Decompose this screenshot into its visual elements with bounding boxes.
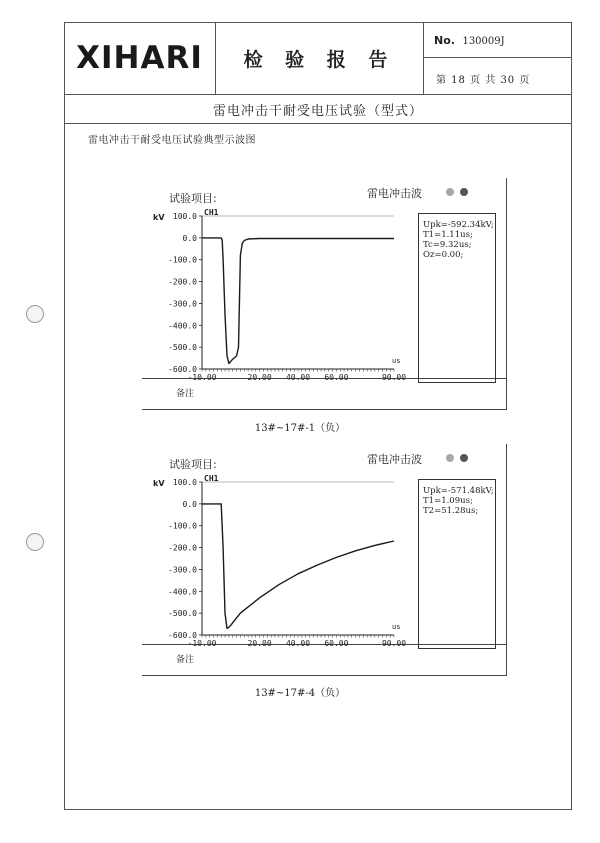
y-tick-label: 0.0 — [182, 499, 197, 509]
x-tick-label: 90.00 — [381, 373, 407, 382]
channel-label: CH1 — [204, 208, 219, 217]
test-item-label: 试验项目: — [169, 458, 217, 471]
status-indicator-icon — [446, 454, 454, 462]
oscillogram-chart-2 — [142, 444, 422, 654]
y-tick-label: -200.0 — [168, 543, 197, 553]
oscillogram-chart-1 — [142, 178, 422, 388]
report-number-value: 130009J — [462, 36, 505, 47]
x-tick-label: 40.00 — [285, 373, 311, 382]
y-tick-label: -400.0 — [168, 587, 197, 597]
readout-line: T1=1.09us; — [423, 496, 473, 506]
report-number — [424, 22, 572, 58]
status-indicator-icon — [446, 188, 454, 196]
wave-mode-label: 雷电冲击波 — [367, 187, 422, 200]
y-tick-label: -500.0 — [168, 343, 197, 353]
report-number-label: No. — [434, 34, 455, 47]
y-tick-label: -200.0 — [168, 277, 197, 287]
remark-label: 备注 — [176, 655, 195, 665]
page-indicator: 第 18 页 共 30 页 — [436, 75, 531, 86]
x-unit-label: us — [392, 623, 401, 631]
oscillogram-panel-2 — [142, 444, 507, 676]
test-subtitle: 雷电冲击干耐受电压试验（型式） — [64, 94, 572, 124]
y-tick-label: -600.0 — [168, 631, 197, 640]
readout-line: T2=51.28us; — [423, 506, 479, 516]
x-tick-label: 60.00 — [324, 639, 349, 648]
readout-box — [418, 479, 496, 649]
test-item-label: 试验项目: — [169, 192, 217, 205]
y-unit-label: kV — [153, 479, 165, 488]
y-tick-label: -600.0 — [168, 365, 197, 374]
x-tick-label: 20.00 — [247, 373, 272, 382]
y-tick-label: -300.0 — [168, 565, 197, 575]
y-tick-label: -100.0 — [168, 521, 197, 531]
caption-2: 13#~17#-4（负） — [254, 688, 346, 699]
caption-1: 13#~17#-1（负） — [254, 423, 346, 434]
y-unit-label: kV — [153, 213, 165, 222]
oscillogram-panel-1 — [142, 178, 507, 410]
binder-hole-bottom — [26, 533, 44, 551]
waveform-line — [202, 504, 394, 629]
x-unit-label: us — [392, 357, 401, 365]
y-tick-label: -300.0 — [168, 299, 197, 309]
x-tick-label: 40.00 — [285, 639, 311, 648]
waveform-line — [202, 238, 394, 364]
y-tick-label: -500.0 — [168, 609, 197, 619]
channel-label: CH1 — [204, 474, 219, 483]
y-tick-label: -100.0 — [168, 255, 197, 265]
readout-line: Upk=-571.48kV; — [423, 486, 494, 496]
y-tick-label: -400.0 — [168, 321, 197, 331]
readout-line: Upk=-592.34kV; — [423, 220, 494, 230]
company-logo: XIHARI — [64, 22, 216, 94]
wave-mode-label: 雷电冲击波 — [367, 453, 422, 466]
x-tick-label: 20.00 — [247, 639, 272, 648]
readout-box — [418, 213, 496, 383]
report-title: 检 验 报 告 — [216, 22, 424, 94]
remark-label: 备注 — [176, 389, 195, 399]
y-tick-label: 0.0 — [182, 233, 197, 243]
y-tick-label: 100.0 — [172, 212, 197, 221]
readout-line: Tc=9.32us; — [423, 240, 472, 250]
status-indicator-icon — [460, 454, 468, 462]
section-note: 雷电冲击干耐受电压试验典型示波图 — [88, 135, 256, 146]
x-tick-label: 60.00 — [324, 373, 349, 382]
y-tick-label: 100.0 — [172, 478, 197, 487]
x-tick-label: 90.00 — [381, 639, 407, 648]
status-indicator-icon — [460, 188, 468, 196]
readout-line: Oz=0.00; — [423, 250, 464, 260]
x-tick-label: -10.00 — [187, 373, 217, 382]
x-tick-label: -10.00 — [187, 639, 217, 648]
report-header — [64, 22, 572, 94]
readout-line: T1=1.11us; — [423, 230, 473, 240]
binder-hole-top — [26, 305, 44, 323]
